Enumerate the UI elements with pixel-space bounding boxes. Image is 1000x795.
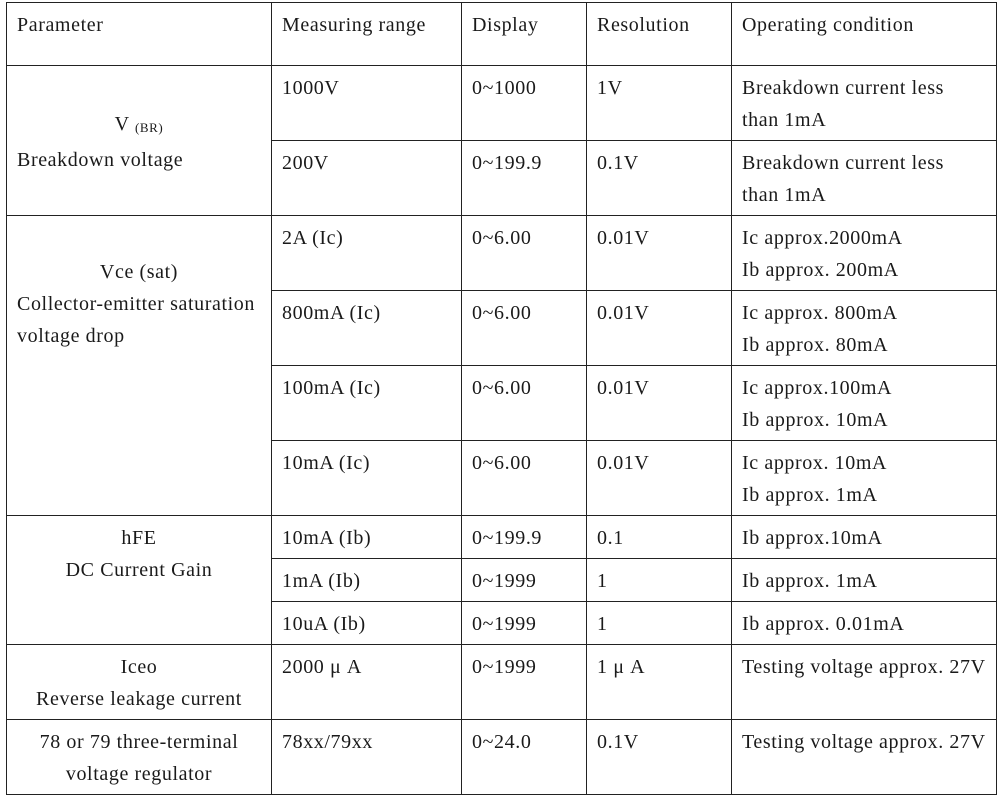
param-symbol: hFE <box>121 527 157 549</box>
condition-line: Ib approx. 10mA <box>742 409 889 431</box>
resolution-cell: 1 <box>587 559 732 602</box>
resolution-cell: 1V <box>587 66 732 141</box>
param-name-line: voltage regulator <box>65 763 213 785</box>
table-row <box>7 720 997 795</box>
table-row <box>7 66 997 141</box>
display-cell: 0~1999 <box>462 602 587 645</box>
range-cell: 100mA (Ic) <box>272 366 462 441</box>
condition-cell: Ib approx. 1mA <box>732 559 997 602</box>
table-row <box>7 216 997 291</box>
param-symbol: Iceo <box>120 656 158 678</box>
param-breakdown-voltage <box>7 66 272 216</box>
header-measuring-range: Measuring range <box>272 3 462 66</box>
resolution-cell: 1 μ A <box>587 645 732 720</box>
resolution-cell: 0.01V <box>587 366 732 441</box>
display-cell: 0~199.9 <box>462 516 587 559</box>
param-name: Collector-emitter saturation voltage drop <box>17 293 255 347</box>
condition-line: Ic approx.100mA <box>742 377 893 399</box>
resolution-cell: 1 <box>587 602 732 645</box>
condition-cell <box>732 216 997 291</box>
condition-line: Ib approx. 80mA <box>742 334 889 356</box>
range-cell: 2000 μ A <box>272 645 462 720</box>
condition-line: Ic approx. 800mA <box>742 302 898 324</box>
display-cell: 0~1999 <box>462 559 587 602</box>
condition-line: Ic approx. 10mA <box>742 452 888 474</box>
range-cell: 200V <box>272 141 462 216</box>
header-display: Display <box>462 3 587 66</box>
param-name: Reverse leakage current <box>36 688 242 710</box>
header-row <box>7 3 997 66</box>
display-cell: 0~24.0 <box>462 720 587 795</box>
condition-cell <box>732 366 997 441</box>
param-saturation-voltage <box>7 216 272 516</box>
range-cell: 1000V <box>272 66 462 141</box>
display-cell: 0~1999 <box>462 645 587 720</box>
resolution-cell: 0.1V <box>587 720 732 795</box>
condition-cell: Testing voltage approx. 27V <box>732 645 997 720</box>
display-cell: 0~6.00 <box>462 216 587 291</box>
condition-line: Ib approx. 200mA <box>742 259 899 281</box>
range-cell: 10mA (Ic) <box>272 441 462 516</box>
param-symbol: V (BR) <box>114 112 164 135</box>
display-cell: 0~199.9 <box>462 141 587 216</box>
resolution-cell: 0.1 <box>587 516 732 559</box>
table-row <box>7 645 997 720</box>
param-symbol: Vce (sat) <box>99 261 179 283</box>
param-name-line: 78 or 79 three-terminal <box>39 731 239 753</box>
spec-table <box>6 2 997 795</box>
display-cell: 0~6.00 <box>462 291 587 366</box>
condition-cell: Breakdown current less than 1mA <box>732 141 997 216</box>
range-cell: 1mA (Ib) <box>272 559 462 602</box>
header-operating-condition: Operating condition <box>732 3 997 66</box>
param-name: DC Current Gain <box>65 559 213 581</box>
condition-cell <box>732 291 997 366</box>
resolution-cell: 0.1V <box>587 141 732 216</box>
range-cell: 10mA (Ib) <box>272 516 462 559</box>
header-parameter: Parameter <box>7 3 272 66</box>
header-resolution: Resolution <box>587 3 732 66</box>
table-row <box>7 516 997 559</box>
param-dc-current-gain <box>7 516 272 645</box>
range-cell: 78xx/79xx <box>272 720 462 795</box>
display-cell: 0~6.00 <box>462 366 587 441</box>
condition-cell <box>732 441 997 516</box>
display-cell: 0~6.00 <box>462 441 587 516</box>
condition-line: Ib approx. 1mA <box>742 484 878 506</box>
display-cell: 0~1000 <box>462 66 587 141</box>
param-voltage-regulator <box>7 720 272 795</box>
condition-cell: Ib approx. 0.01mA <box>732 602 997 645</box>
range-cell: 800mA (Ic) <box>272 291 462 366</box>
resolution-cell: 0.01V <box>587 291 732 366</box>
resolution-cell: 0.01V <box>587 441 732 516</box>
condition-cell: Breakdown current less than 1mA <box>732 66 997 141</box>
range-cell: 10uA (Ib) <box>272 602 462 645</box>
condition-line: Ic approx.2000mA <box>742 227 903 249</box>
condition-cell: Testing voltage approx. 27V <box>732 720 997 795</box>
range-cell: 2A (Ic) <box>272 216 462 291</box>
param-name: Breakdown voltage <box>17 148 184 171</box>
param-reverse-leakage-current <box>7 645 272 720</box>
resolution-cell: 0.01V <box>587 216 732 291</box>
condition-cell: Ib approx.10mA <box>732 516 997 559</box>
